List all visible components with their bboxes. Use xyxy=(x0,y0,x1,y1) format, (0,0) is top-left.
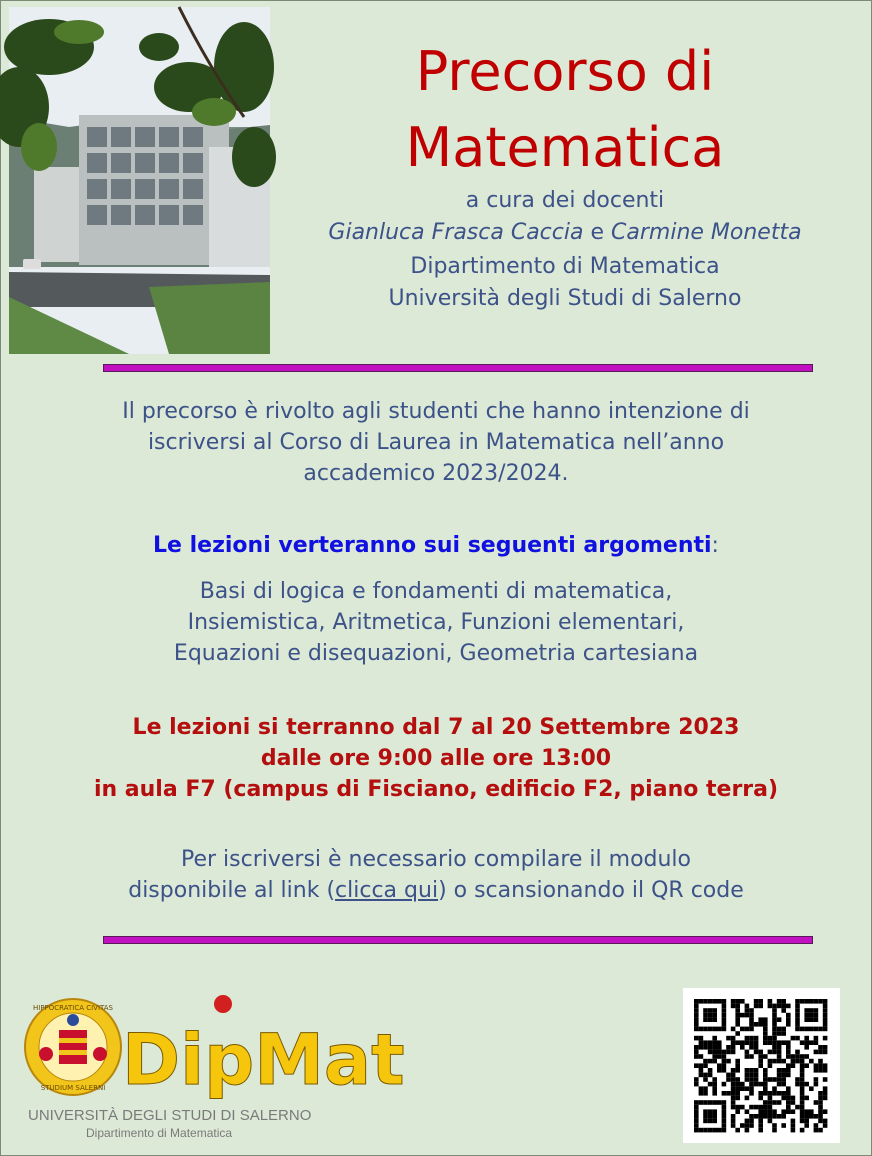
signup-line-1: Per iscriversi è necessario compilare il modulo xyxy=(180,847,692,872)
teacher-2: Carmine Monetta xyxy=(611,220,802,245)
signup-line-2 xyxy=(60,875,812,906)
intro-line-1: Il precorso è rivolto agli studenti che hanno intenzione di xyxy=(122,399,750,424)
topics-heading-text: Le lezioni verteranno sui seguenti argomenti xyxy=(153,533,712,558)
dipmat-logo xyxy=(22,996,405,1146)
signup-pre: disponibile al link ( xyxy=(128,878,336,903)
teachers-line xyxy=(290,218,840,248)
topics-heading xyxy=(60,530,812,561)
qr-code[interactable] xyxy=(683,988,840,1143)
department-name: Dipartimento di Matematica xyxy=(410,254,720,279)
seal-top-text: HIPPOCRATICA CIVITAS xyxy=(32,1004,114,1012)
logo-university-text: UNIVERSITÀ DEGLI STUDI DI SALERNO xyxy=(28,1107,312,1124)
intro-line-3: accademico 2023/2024. xyxy=(303,461,569,486)
intro-line-2: iscriversi al Corso di Laurea in Matematica nell’anno xyxy=(147,430,725,455)
university-seal-icon xyxy=(22,996,405,1146)
topics-line-3: Equazioni e disequazioni, Geometria cartesiana xyxy=(173,641,699,666)
teachers-conjunction: e xyxy=(590,220,605,245)
schedule-hours: dalle ore 9:00 alle ore 13:00 xyxy=(260,746,612,771)
building-photo xyxy=(9,7,270,354)
curated-by: a cura dei docenti xyxy=(465,188,665,213)
dipmat-brand-text: DipMat xyxy=(122,1019,405,1101)
schedule-dates: Le lezioni si terranno dal 7 al 20 Settembre 2023 xyxy=(132,715,740,740)
divider-top xyxy=(103,364,813,372)
topics-list xyxy=(60,576,812,669)
signup-info xyxy=(60,844,812,906)
topics-line-1: Basi di logica e fondamenti di matematica, xyxy=(199,579,673,604)
intro-text xyxy=(60,396,812,489)
title-line-2: Matematica xyxy=(405,116,725,179)
schedule-location: in aula F7 (campus di Fisciano, edificio F2, piano terra) xyxy=(93,777,779,802)
teacher-1: Gianluca Frasca Caccia xyxy=(328,220,584,245)
signup-post: ) o scansionando il QR code xyxy=(438,878,744,903)
schedule-info xyxy=(60,712,812,805)
signup-link[interactable]: clicca qui xyxy=(335,878,439,903)
logo-department-text: Dipartimento di Matematica xyxy=(86,1126,233,1140)
divider-bottom xyxy=(103,936,813,944)
title-line-1: Precorso di xyxy=(415,40,715,103)
topics-line-2: Insiemistica, Aritmetica, Funzioni elementari, xyxy=(187,610,685,635)
topics-heading-colon: : xyxy=(711,533,719,558)
university-name: Università degli Studi di Salerno xyxy=(388,286,742,311)
seal-bottom-text: STUDIUM SALERNI xyxy=(40,1084,106,1092)
